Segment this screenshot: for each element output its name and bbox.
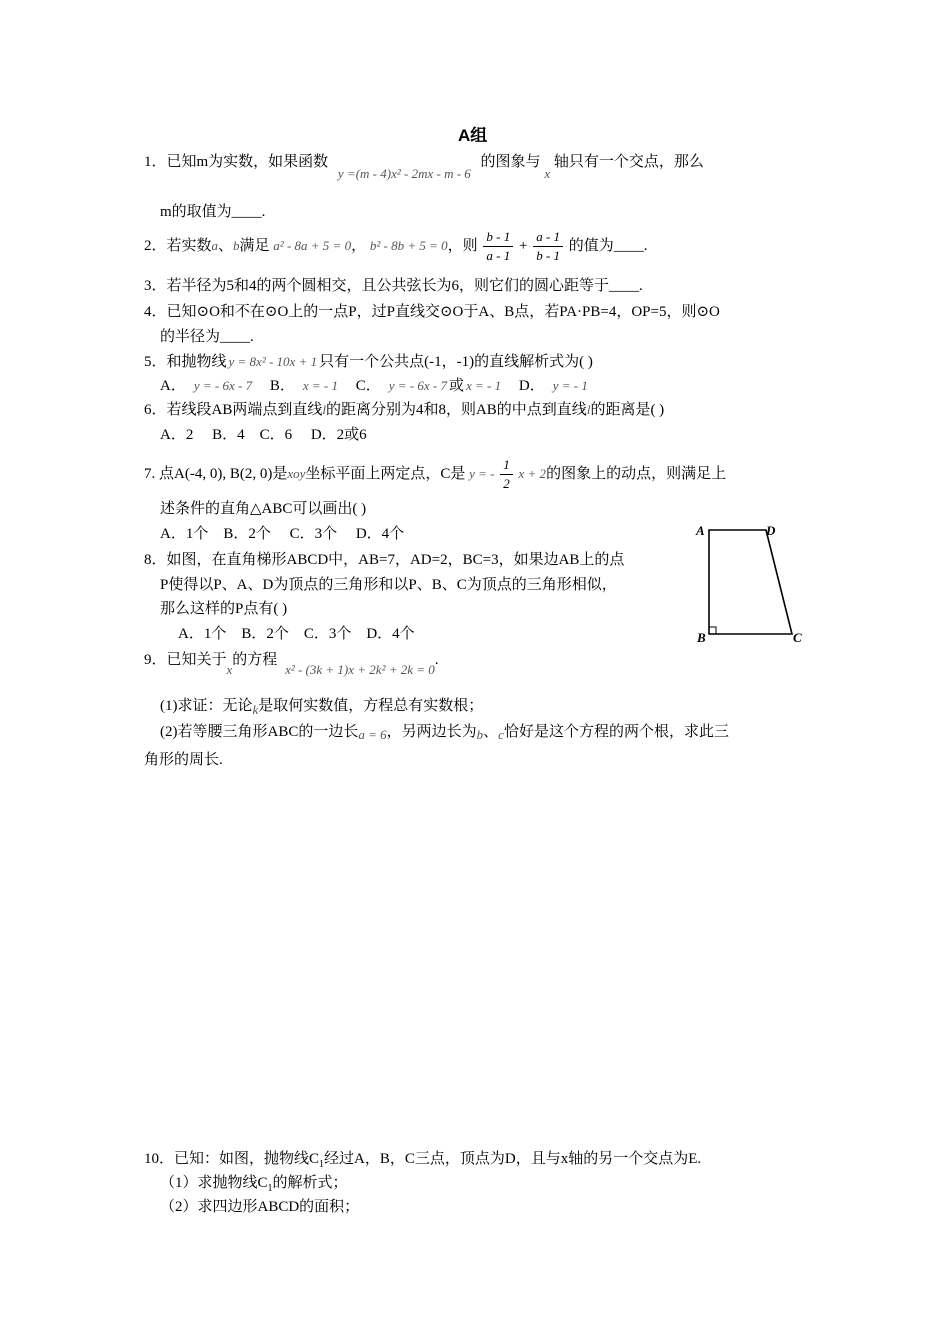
label-d: D <box>766 523 776 538</box>
right-angle-mark <box>709 627 716 634</box>
fraction-1: $\frac{b - 1}{a - 1}$ <box>483 228 513 265</box>
label-c: C <box>793 630 802 645</box>
question-10: 10．已知：如图，抛物线$C_1$经过A，B，C三点，顶点为D，且与x轴的另一个交点为E. <box>144 1151 702 1170</box>
question-8-options: A．1个 B．2个 C．3个 D．4个 <box>178 626 415 642</box>
question-6-options: A．2 B．4 C．6 D．2或6 <box>160 427 367 443</box>
fraction-2: $\frac{a - 1}{b - 1}$ <box>533 228 563 265</box>
question-8-line-2: P使得以P、A、D为顶点的三角形和以P、B、C为顶点的三角形相似， <box>160 577 617 593</box>
question-4: 4．已知⊙O和不在⊙O上的一点P，过P直线交⊙O于A、B点，若PA·PB=4，OP=5，则⊙O <box>144 304 720 320</box>
question-1: 1．已知m为实数，如果函数 y =(m - 4)x² - 2mx - m - 6 的图象与 x 轴只有一个交点，那么 <box>144 154 704 181</box>
question-10-part-2: （2）求四边形ABCD的面积； <box>160 1199 360 1215</box>
question-9: 9．已知关于x的方程 x² - (3k + 1)x + 2k² + 2k = 0. <box>144 652 439 677</box>
question-5-options: A． y = - 6x - 7 B． x = - 1 C． y = - 6x - 7 或 x = - 1 D． y = - 1 <box>160 378 588 394</box>
question-2: 2．若实数a、b满足 a² - 8a + 5 = 0， b² - 8b + 5 = 0，则 $\frac{b - 1}{a - 1}$ + $\frac{a - 1}{b - 1}$ 的值为____. <box>144 229 648 263</box>
question-8: 8．如图，在直角梯形ABCD中，AB=7，AD=2，BC=3，如果边AB上的点 <box>144 552 625 568</box>
question-3: 3．若半径为5和4的两个圆相交，且公共弦长为6，则它们的圆心距等于____. <box>144 278 643 294</box>
question-1-line-2: m的取值为____. <box>160 204 266 220</box>
question-8-line-3: 那么这样的P点有( ) <box>160 601 288 617</box>
question-7: 7. 点A(-4, 0), B(2, 0)是xoy坐标平面上两定点，C是 y = - $\frac{1}{2}$ x + 2的图象上的动点，则满足上 <box>144 457 727 491</box>
question-7-line-2: 述条件的直角△ABC可以画出( ) <box>160 501 367 517</box>
page-title: A组 <box>458 126 488 145</box>
label-b: B <box>697 630 706 645</box>
question-7-options: A．1个 B．2个 C．3个 D．4个 <box>160 526 405 542</box>
question-9-part-1: (1)求证：无论k是取何实数值，方程总有实数根； <box>160 698 484 717</box>
question-9-part-2: (2)若等腰三角形ABC的一边长a = 6，另两边长为b、c恰好是这个方程的两个根，求此三 <box>160 724 729 742</box>
trapezoid-abcd <box>709 530 792 634</box>
function-formula: y =(m - 4)x² - 2mx - m - 6 <box>337 166 471 181</box>
trapezoid-figure <box>694 520 814 650</box>
question-10-part-1: （1）求抛物线$C_1$的解析式； <box>160 1175 348 1194</box>
question-9-part-2-line-2: 角形的周长. <box>144 752 223 768</box>
question-4-line-2: 的半径为____. <box>160 329 254 345</box>
label-a: A <box>696 523 705 538</box>
question-6: 6．若线段AB两端点到直线l的距离分别为4和8，则AB的中点到直线l的距离是( ) <box>144 402 665 418</box>
question-5: 5．和抛物线 y = 8x² - 10x + 1 只有一个公共点(-1，-1)的直线解析式为( ) <box>144 354 593 370</box>
fraction-half: $\frac{1}{2}$ <box>500 456 513 493</box>
